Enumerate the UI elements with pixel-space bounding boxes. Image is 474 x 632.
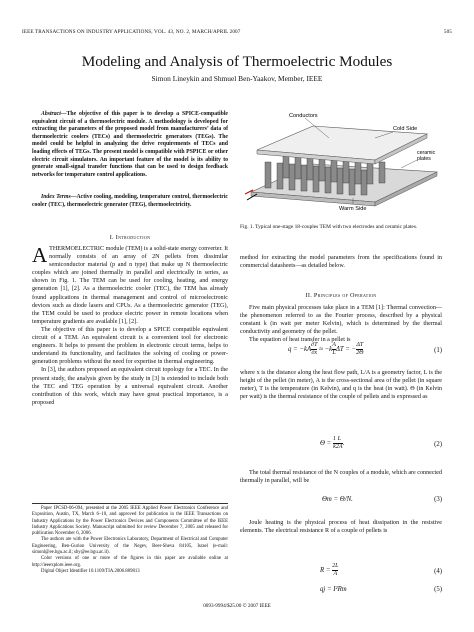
index-terms [32, 194, 228, 209]
equation-2: Θ = $\frac{1}{k}$ $\frac{L}{2A}$ . (2) [320, 436, 442, 450]
introduction-body [32, 245, 228, 407]
equation-1: q = −kA $\frac{\partial T}{\partial x}$ ≈ −k $\frac{A}{L}$ ΔT = − $\frac{\Delta T}{2\Theta}$ (1) [288, 342, 442, 356]
label-conductors: Conductors [289, 113, 318, 119]
eq4-number: (4) [434, 568, 442, 575]
label-warm-side: Warm Side [339, 206, 367, 210]
paper-title: Modeling and Analysis of Thermoelectric Modules [81, 53, 393, 70]
equation-5: qj = I²Rm (5) [320, 586, 442, 593]
abstract-text: The objective of this paper is to develop a SPICE-compatible equivalent circuit of a thermoelectric module. A methodology is developed for extracting the parameters of the proposed model from manufacturers’ data of thermoelectric coolers (TECs) and thermoelectric generators (TEGs). The model could be helpful in analyzing the drive requirements of TECs and loading effects of TEGs. The present model is compatible with PSPICE or other electric circuit simulators. An important feature of the model is its ability to generate small-signal transfer functions that can be used to design feedback networks for temperature control applications. [32, 111, 228, 178]
index-terms-label: Index Terms— [41, 194, 77, 200]
page-number: 505 [443, 29, 452, 35]
abstract-label: Abstract— [41, 111, 67, 117]
figure-tem-diagram [243, 110, 441, 210]
journal-header: IEEE TRANSACTIONS ON INDUSTRY APPLICATIONS, VOL. 43, NO. 2, MARCH/APRIL 2007 [22, 29, 241, 35]
drop-cap: A [32, 243, 48, 267]
footnote-1: Paper IPCSD-06-094, presented at the 2005 IEEE Applied Power Electronics Conference and Exposition, Austin, TX, March 6–10, and approved for publication in the IEEE Transactions on Industry Applications by the Power Electronics Devices and Components Committee of the IEEE Industry Applications Society. Manuscript submitted for review December 7, 2005 and released for publication November 6, 2006. [32, 506, 228, 537]
principles-para-1: Five main physical processes take place in a TEM [1]: Thermal convection—the phenomenon referred to as the Fourier process, described by a physical constant k (in watt per meter Kelvin), which is determined by the thermal conductivity and geometry of the pellet. The equation of heat transfer in a pellet is [240, 305, 442, 344]
footnote-2: The authors are with the Power Electronics Laboratory, Department of Electrical and Computer Engineering, Ben-Gurion University of the Negev, Beer-Sheva 84105, Israel (e-mail: simonl@ee.bgu.ac.il; sby@ee.bgu.ac.il). [32, 537, 228, 556]
section-heading-principles: II. Principles of Operation [305, 292, 377, 299]
footnote-4: Digital Object Identifier 10.1109/TIA.2006.889813 [41, 568, 140, 574]
running-header [22, 29, 452, 35]
footnote-3: Color versions of one or more of the figures in this paper are available online at http://ieeexplore.ieee.org. [32, 556, 228, 568]
abstract [32, 111, 228, 179]
right-continuation: method for extracting the model parameters from the specifications found in commercial datasheets—as detailed below. [240, 255, 442, 270]
eq2-number: (2) [434, 441, 442, 448]
principles-para-3: The total thermal resistance of the N couples of a module, which are connected thermally in parallel, will be [240, 470, 442, 485]
principles-para-4: Joule heating is the physical process of heat dissipation in the resistive elements. The electrical resistance R of a couple of pellets is [240, 520, 442, 535]
intro-para-3: In [3], the authors proposed an equivalent circuit topology for a TEC. In the present study, the analysis given by the study in [3] is extended to include both the TEC and TEG operation by a universal equivalent circuit. Another contribution of this work, which may have great practical importance, is a proposed [32, 367, 228, 406]
equation-3: Θm = Θ/N. (3) [322, 496, 442, 503]
equation-4: R = $\frac{2L}{A}$ (4) [320, 563, 442, 577]
label-cold-side: Cold Side [393, 126, 418, 132]
index-terms-text: Active cooling, modeling, temperature control, thermoelectric cooler (TEC), thermoelectric generator (TEG), thermoelectricity. [32, 194, 228, 208]
paper-authors: Simon Lineykin and Shmuel Ben-Yaakov, Member, IEEE [151, 74, 323, 83]
eq1-number: (1) [434, 347, 442, 354]
eq5-number: (5) [434, 586, 442, 593]
copyright-line: 0093-9994/$25.00 © 2007 IEEE [203, 603, 271, 609]
figure-caption: Fig. 1. Typical one-stage 18-couples TEM with two electrodes and ceramic plates. [240, 224, 418, 230]
label-ceramic: ceramic plates [417, 150, 436, 162]
footnotes [32, 506, 228, 575]
principles-para-2: where x is the distance along the heat flow path, L/A is a geometry factor, L is the height of the pellet (in meter), A is the cross-sectional area of the pellet (in square meter), T is the temperature (in Kelvin), and q is the heat (in watt). Θ (in Kelvin per watt) is the thermal resistance of the couple of pellets and is expressed as [240, 370, 442, 401]
eq3-number: (3) [434, 496, 442, 503]
intro-para-2: The objective of this paper is to develop a SPICE compatible equivalent circuit of a TEM. An equivalent circuit is a convenient tool for electronic engineers. It helps to present the problem in electronic circuit terms, helps to understand its functionality, and facilitates the solving of cooling or power-generation problems without the need for expertise in thermal engineering. [32, 326, 228, 366]
section-heading-introduction: I. Introduction [109, 234, 151, 241]
intro-para-1: THERMOELECTRIC module (TEM) is a solid-state energy converter. It normally consists of an array of 2N pellets from dissimilar semiconductor material (p and n type) that make up N thermoelectric couples which are joined thermally in parallel and electrically in series, as shown in Fig. 1. The TEM can be used for cooling, heating, and energy generation [1], [2]. As a thermoelectric cooler (TEC), the TEM has already found applications in thermal management and control of microelectronic devices such as diode lasers and CPUs. As a thermoelectric generator (TEG), the TEM could be used to produce electric power in remote locations when temperature gradients are available [1], [2]. [32, 246, 228, 325]
footnote-rule [32, 503, 228, 504]
